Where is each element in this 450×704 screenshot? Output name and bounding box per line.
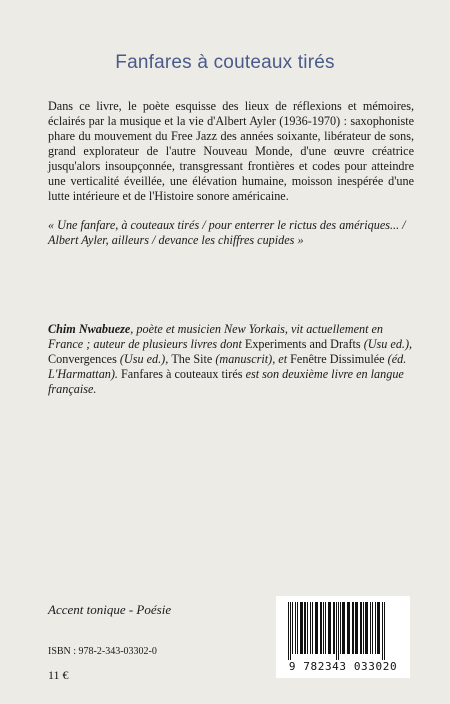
- barcode-bar: [347, 602, 350, 654]
- barcode-digits: 9 782343 033020: [288, 660, 398, 673]
- barcode-bar: [336, 602, 337, 660]
- barcode-bar: [355, 602, 358, 654]
- barcode-bar: [297, 602, 298, 654]
- barcode-bar: [315, 602, 318, 654]
- bio-work-2: Convergences: [48, 352, 117, 366]
- barcode-bar: [342, 602, 345, 654]
- bio-text-3: (Usu ed.),: [116, 352, 172, 366]
- barcode-bar: [363, 602, 364, 654]
- barcode-bar: [370, 602, 371, 654]
- barcode-bar: [295, 602, 296, 654]
- barcode-bar: [372, 602, 373, 654]
- bio-work-3: The Site: [171, 352, 213, 366]
- barcode-bar: [360, 602, 362, 654]
- barcode-bar: [340, 602, 341, 654]
- barcode-bar: [288, 602, 289, 660]
- book-description: Dans ce livre, le poète esquisse des lieux de réflexions et mémoires, éclairés par la musique et la vie d'Albert Ayler (1936-1970) : saxophoniste phare du mouvement du Free Jazz des années soixante, libérateur de sons, grand explorateur de l'autre Nouveau Monde, d'une œuvre créatrice jusqu'alors insoupçonnée, transgressant frontières et codes pour atteindre une verticalité éveillée, une élévation humaine, moisson inespérée d'une lutte intérieure et de l'Histoire sonore américaine.: [48, 99, 414, 203]
- barcode-bar: [320, 602, 322, 654]
- barcode-bar: [323, 602, 324, 654]
- barcode-bars: [276, 596, 410, 660]
- barcode-bar: [290, 602, 291, 660]
- barcode-bar: [310, 602, 311, 654]
- price: 11 €: [48, 668, 69, 682]
- barcode-bar: [377, 602, 380, 654]
- barcode-bar: [325, 602, 326, 654]
- bio-text-2: (Usu ed.),: [360, 337, 413, 351]
- bio-text-5: (éd. L'Harmattan).: [48, 352, 407, 381]
- barcode-bar: [300, 602, 303, 654]
- barcode: [276, 596, 410, 678]
- barcode-bar: [333, 602, 335, 654]
- barcode-bar: [375, 602, 376, 654]
- bio-text-1: , poète et musicien New Yorkais, vit actuellement en France ; auteur de plusieurs livres dont: [48, 322, 384, 351]
- barcode-bar: [312, 602, 313, 654]
- bio-work-4: Fenêtre Dissimulée: [290, 352, 385, 366]
- barcode-bar: [365, 602, 368, 654]
- poem-quote: « Une fanfare, à couteaux tirés / pour enterrer le rictus des amériques... / Albert Ayler, ailleurs / devance les chiffres cupides »: [48, 218, 406, 247]
- barcode-bar: [338, 602, 339, 660]
- bio-text-4: (manuscrit), et: [212, 352, 291, 366]
- barcode-bar: [352, 602, 354, 654]
- author-bio: [48, 322, 418, 397]
- isbn: ISBN : 978-2-343-03302-0: [48, 646, 157, 657]
- barcode-bar: [382, 602, 383, 660]
- barcode-bar: [307, 602, 308, 654]
- barcode-bar: [292, 602, 293, 654]
- bio-text-6: est son deuxième livre en langue française.: [48, 367, 404, 396]
- barcode-bar: [328, 602, 331, 654]
- bio-work-5: Fanfares à couteaux tirés: [121, 367, 243, 381]
- book-title: Fanfares à couteaux tirés: [115, 52, 335, 73]
- collection-name: Accent tonique - Poésie: [48, 602, 172, 617]
- barcode-bar: [384, 602, 385, 660]
- barcode-bar: [304, 602, 306, 654]
- author-name: Chim Nwabueze: [48, 322, 131, 336]
- bio-work-1: Experiments and Drafts: [244, 337, 361, 351]
